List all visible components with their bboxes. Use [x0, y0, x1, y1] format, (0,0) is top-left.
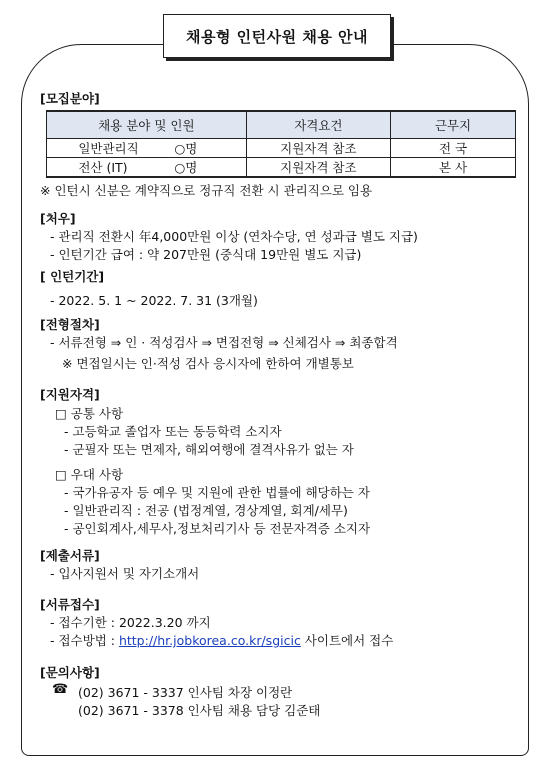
- recruit-note: ※ 인턴시 신분은 계약직으로 정규직 전환 시 관리직으로 임용: [40, 183, 373, 198]
- recruit-table: [46, 110, 516, 178]
- table-row: [47, 139, 516, 158]
- process-note: ※ 면접일시는 인·적성 검사 응시자에 한하여 개별통보: [62, 356, 354, 371]
- contact-line: (02) 3671 - 3337 인사팀 차장 이정란: [78, 685, 293, 700]
- location-cell: 본 사: [391, 158, 516, 178]
- process-steps: - 서류전형 ⇒ 인 · 적성검사 ⇒ 면접전형 ⇒ 신체검사 ⇒ 최종합격: [50, 335, 398, 350]
- application-deadline: - 접수기한 : 2022.3.20 까지: [50, 615, 211, 630]
- page-title: 채용형 인턴사원 채용 안내: [163, 14, 391, 58]
- contact-line: (02) 3671 - 3378 인사팀 채용 담당 김준태: [78, 703, 321, 718]
- documents-item: - 입사지원서 및 자기소개서: [50, 566, 200, 581]
- table-header-row: [47, 111, 516, 139]
- list-item: - 군필자 또는 면제자, 해외여행에 결격사유가 없는 자: [64, 442, 354, 457]
- contact-header: [문의사항]: [40, 665, 100, 680]
- column-header: 자격요건: [246, 111, 390, 139]
- position-count: ○명: [174, 160, 198, 175]
- position-count: ○명: [174, 141, 198, 156]
- method-suffix: 사이트에서 접수: [300, 633, 394, 648]
- intern-period-header: [ 인턴기간]: [40, 269, 105, 284]
- recruit-header: [모집분야]: [40, 91, 100, 106]
- requirement-cell: 지원자격 참조: [246, 158, 390, 178]
- position-cell: [47, 158, 247, 178]
- preferred-title: □ 우대 사항: [55, 467, 124, 482]
- location-cell: 전 국: [391, 139, 516, 158]
- treatment-item: - 관리직 전환시 年4,000만원 이상 (연차수당, 연 성과급 별도 지급): [50, 229, 418, 244]
- common-title: □ 공통 사항: [55, 406, 124, 421]
- list-item: - 국가유공자 등 예우 및 지원에 관한 법률에 해당하는 자: [64, 485, 370, 500]
- treatment-item: - 인턴기간 급여 : 약 207만원 (중식대 19만원 별도 지급): [50, 247, 362, 262]
- process-header: [전형절차]: [40, 317, 100, 332]
- requirement-cell: 지원자격 참조: [246, 139, 390, 158]
- application-method: [50, 631, 393, 649]
- application-header: [서류접수]: [40, 597, 100, 612]
- intern-period-item: - 2022. 5. 1 ~ 2022. 7. 31 (3개월): [50, 293, 258, 308]
- application-link[interactable]: http://hr.jobkorea.co.kr/sgicic: [118, 633, 301, 648]
- list-item: - 일반관리직 : 전공 (법정계열, 경상계열, 회계/세무): [64, 503, 348, 518]
- phone-icon: ☎: [52, 682, 69, 697]
- position-name: 전산 (IT): [78, 160, 128, 175]
- documents-header: [제출서류]: [40, 548, 100, 563]
- position-cell: [47, 139, 247, 158]
- treatment-header: [처우]: [40, 211, 76, 226]
- list-item: - 공인회계사,세무사,정보처리기사 등 전문자격증 소지자: [64, 521, 371, 536]
- method-prefix: - 접수방법 :: [50, 633, 119, 648]
- table-row: [47, 158, 516, 178]
- column-header: 근무지: [391, 111, 516, 139]
- position-name: 일반관리직: [78, 141, 139, 156]
- column-header: 채용 분야 및 인원: [47, 111, 247, 139]
- list-item: - 고등학교 졸업자 또는 동등학력 소지자: [64, 424, 282, 439]
- qualification-header: [지원자격]: [40, 387, 100, 402]
